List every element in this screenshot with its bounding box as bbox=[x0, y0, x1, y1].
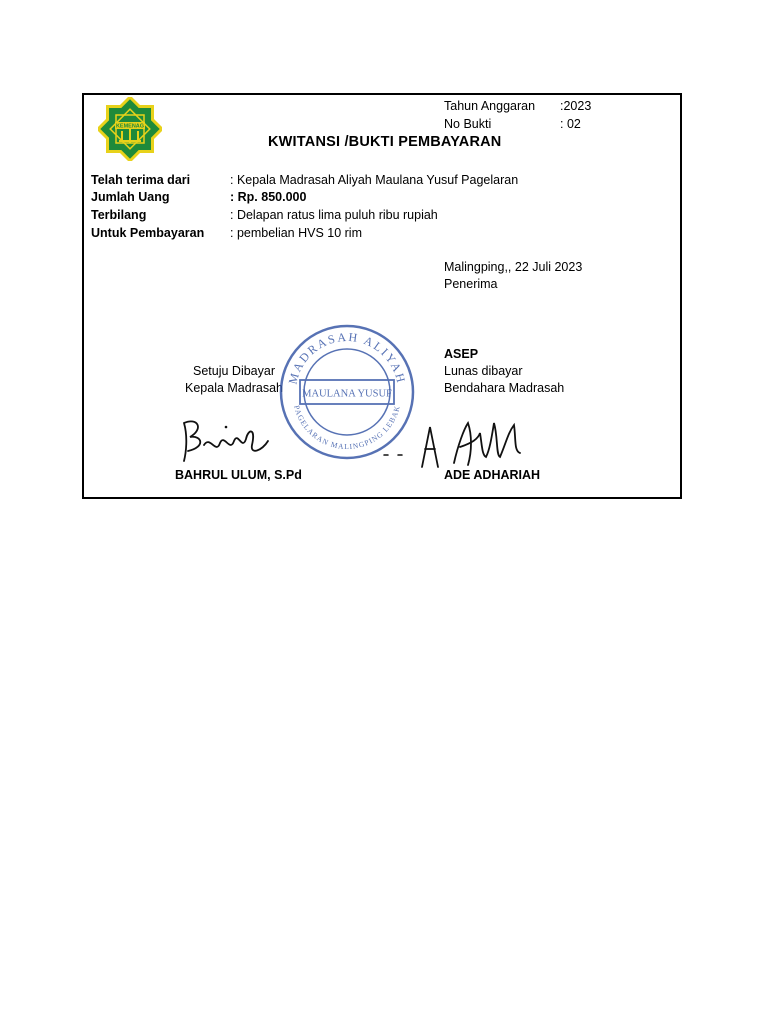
treasurer-signature-icon bbox=[364, 415, 544, 471]
receipt-title: KWITANSI /BUKTI PEMBAYARAN bbox=[268, 134, 502, 150]
proof-label: No Bukti bbox=[444, 117, 492, 131]
treasurer-name: ADE ADHARIAH bbox=[444, 468, 541, 482]
logo-text: KEMENAG bbox=[115, 123, 145, 130]
kemenag-logo-icon bbox=[98, 97, 162, 161]
approver-line2: Kepala Madrasah bbox=[185, 381, 283, 395]
approver-signature-icon bbox=[176, 415, 276, 467]
year-label: Tahun Anggaran bbox=[444, 99, 536, 113]
field-label: Jumlah Uang bbox=[91, 190, 170, 204]
receipt bbox=[82, 93, 682, 499]
approver-line1: Setuju Dibayar bbox=[193, 364, 275, 378]
receiver-role: Penerima bbox=[444, 277, 498, 291]
svg-text:PAGELARAN MALINGPING LEBAK: PAGELARAN MALINGPING LEBAK bbox=[292, 404, 402, 452]
field-value: : Delapan ratus lima puluh ribu rupiah bbox=[230, 208, 438, 222]
treasurer-line2: Bendahara Madrasah bbox=[444, 381, 565, 395]
field-value: : Kepala Madrasah Aliyah Maulana Yusuf Pagelaran bbox=[230, 173, 519, 187]
year-value: :2023 bbox=[560, 99, 592, 113]
field-value: : Rp. 850.000 bbox=[230, 190, 307, 204]
receiver-name: ASEP bbox=[444, 347, 479, 361]
approver-name: BAHRUL ULUM, S.Pd bbox=[175, 468, 302, 482]
place-date: Malingping,, 22 Juli 2023 bbox=[444, 260, 583, 274]
treasurer-line1: Lunas dibayar bbox=[444, 364, 523, 378]
svg-text:MADRASAH ALIYAH: MADRASAH ALIYAH bbox=[285, 329, 409, 386]
proof-value: : 02 bbox=[560, 117, 581, 131]
field-label: Telah terima dari bbox=[91, 173, 191, 187]
svg-text:MAULANA YUSUF: MAULANA YUSUF bbox=[302, 388, 392, 400]
field-label: Untuk Pembayaran bbox=[91, 226, 205, 240]
field-label: Terbilang bbox=[91, 208, 147, 222]
field-value: : pembelian HVS 10 rim bbox=[230, 226, 363, 240]
